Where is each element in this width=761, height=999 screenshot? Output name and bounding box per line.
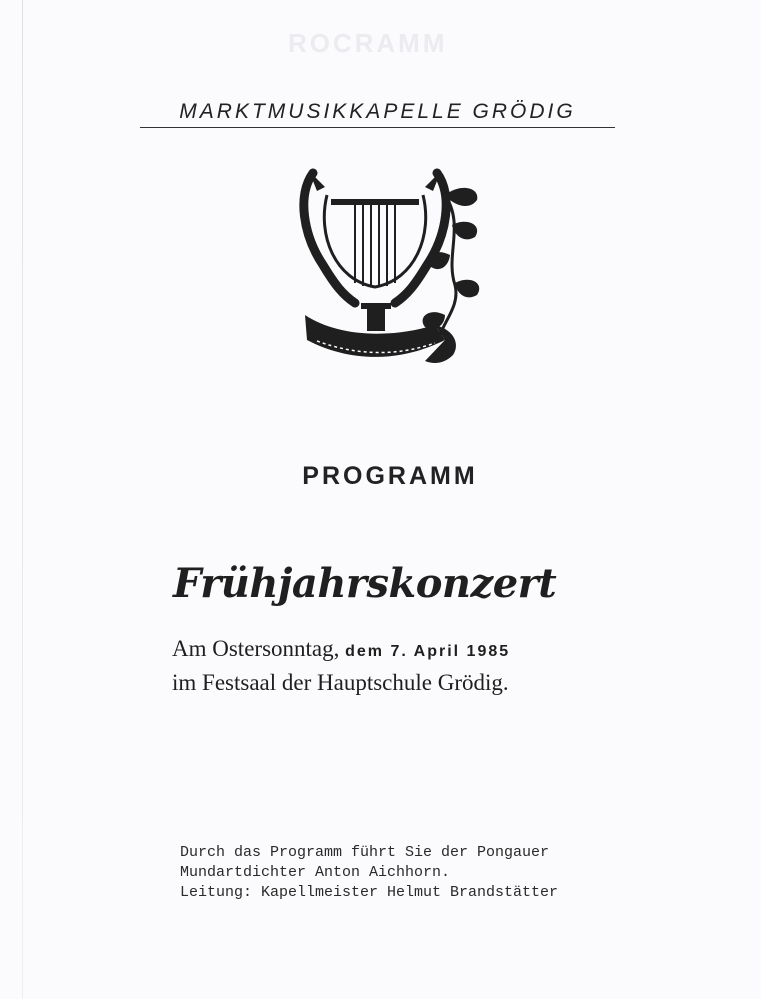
info-block — [180, 843, 558, 903]
event-venue: im Festsaal der Hauptschule Grödig. — [172, 670, 509, 695]
event-title: Frühjahrskonzert — [173, 560, 557, 607]
program-heading: PROGRAMM — [302, 462, 478, 490]
organization-title: MARKTMUSIKKAPELLE GRÖDIG — [140, 100, 615, 128]
event-date: dem 7. April 1985 — [345, 643, 511, 660]
info-line-conductor: Leitung: Kapellmeister Helmut Brandstätter — [180, 884, 559, 901]
date-prefix: Am Ostersonntag, — [172, 636, 340, 661]
info-line-moderator: Durch das Programm führt Sie der Pongauer — [180, 844, 550, 861]
date-line — [172, 636, 510, 662]
fold-line — [22, 0, 23, 999]
info-line-poet: Mundartdichter Anton Aichhorn. — [180, 864, 451, 881]
lyre-with-leaves-icon — [295, 165, 495, 390]
show-through-text: MMAЯƆOЯ — [285, 28, 445, 58]
